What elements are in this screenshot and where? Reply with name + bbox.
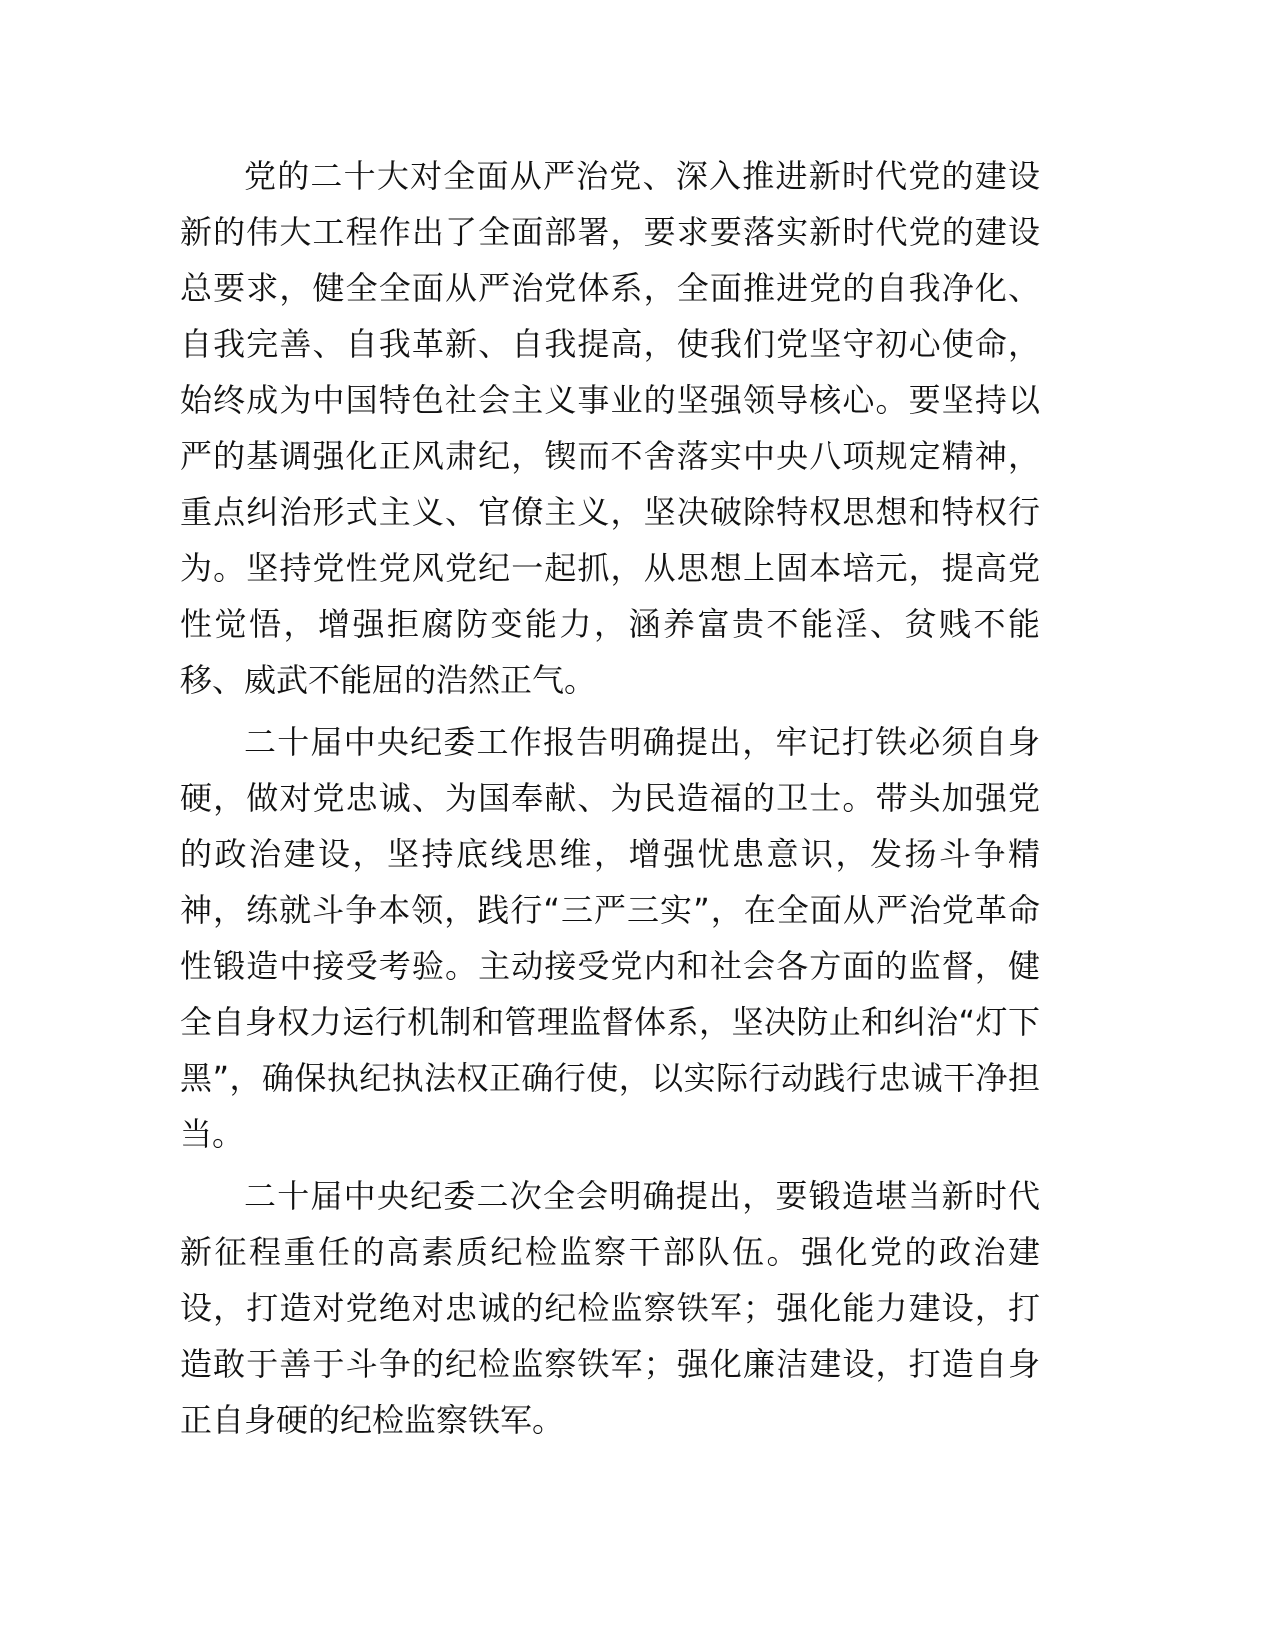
paragraph-1: 党的二十大对全面从严治党、深入推进新时代党的建设新的伟大工程作出了全面部署，要求要落实新时代党的建设总要求，健全全面从严治党体系，全面推进党的自我净化、自我完善、自我革新、自我提高，使我们党坚守初心使命，始终成为中国特色社会主义事业的坚强领导核心。要坚持以严的基调强化正风肃纪，锲而不舍落实中央八项规定精神，重点纠治形式主义、官僚主义，坚决破除特权思想和特权行为。坚持党性党风党纪一起抓，从思想上固本培元，提高党性觉悟，增强拒腐防变能力，涵养富贵不能淫、贫贱不能移、威武不能屈的浩然正气。 bbox=[180, 157, 1040, 699]
paragraph-2: 二十届中央纪委工作报告明确提出，牢记打铁必须自身硬，做对党忠诚、为国奉献、为民造福的卫士。带头加强党的政治建设，坚持底线思维，增强忧患意识，发扬斗争精神，练就斗争本领，践行“三严三实”，在全面从严治党革命性锻造中接受考验。主动接受党内和社会各方面的监督，健全自身权力运行机制和管理监督体系，坚决防止和纠治“灯下黑”，确保执纪执法权正确行使，以实际行动践行忠诚干净担当。 bbox=[180, 723, 1040, 1153]
paragraph-3: 二十届中央纪委二次全会明确提出，要锻造堪当新时代新征程重任的高素质纪检监察干部队伍。强化党的政治建设，打造对党绝对忠诚的纪检监察铁军；强化能力建设，打造敢于善于斗争的纪检监察铁军；强化廉洁建设，打造自身正自身硬的纪检监察铁军。 bbox=[180, 1177, 1040, 1439]
document-body bbox=[180, 148, 1040, 1454]
